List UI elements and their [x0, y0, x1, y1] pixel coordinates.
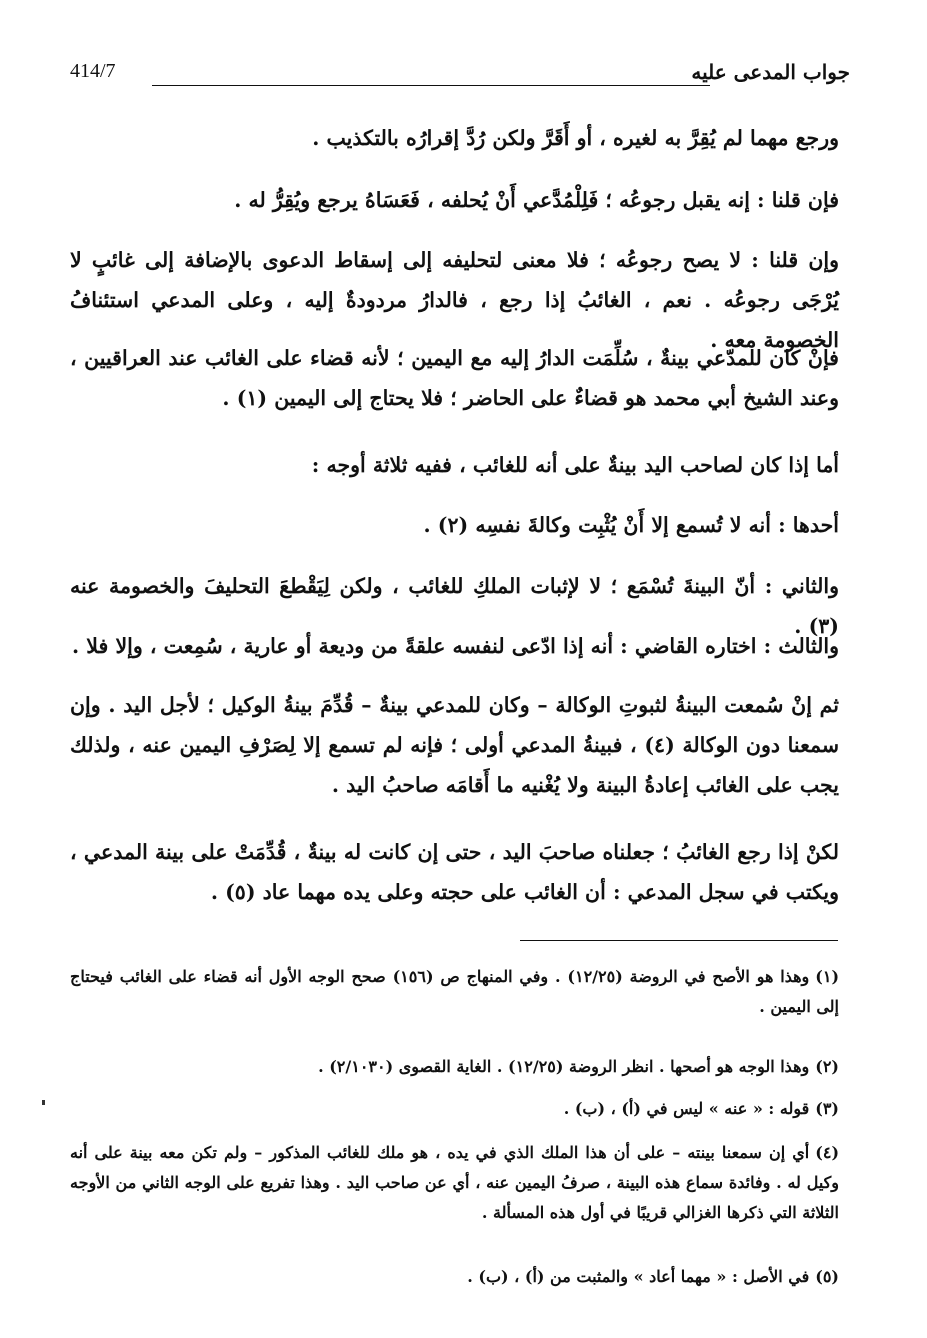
footnote-number: (٤) [815, 1143, 840, 1162]
footnote-3 [70, 1094, 839, 1124]
footnote-text: وهذا هو الأصح في الروضة (١٢/٢٥) . وفي المنهاج ص (١٥٦) صحح الوجه الأول أنه قضاء على الغائب فيحتاج إلى اليمين . [70, 967, 839, 1016]
footnote-text: قوله : « عنه » ليس في (أ) ، (ب) . [563, 1099, 810, 1118]
header-rule [152, 85, 710, 86]
paragraph-5: أما إذا كان لصاحب اليد بينةٌ على أنه للغائب ، ففيه ثلاثة أوجه : [311, 453, 839, 477]
footnote-number: (٥) [815, 1267, 839, 1286]
paragraph-1: ورجع مهما لم يُقِرَّ به لغيره ، أو أَقَرَّ ولكن رُدَّ إقرارُه بالتكذيب . [312, 126, 839, 150]
chapter-title: جواب المدعى عليه [691, 60, 850, 84]
footnote-text: في الأصل : « مهما أعاد » والمثبت من (أ) ، (ب) . [467, 1267, 810, 1286]
footnote-number: (١) [815, 967, 840, 986]
paragraph-9: ثم إنْ سُمعت البينةُ لثبوتِ الوكالة – وكان للمدعي بينةٌ – قُدِّمَ بينةُ الوكيل ؛ لأجل اليد . وإن سمعنا دون الوكالة (٤) ، فبينةُ المدعي أولى ؛ فإنه لم تسمع إلا لِصَرْفِ اليمين عنه ، ولذلك يجب على الغائب إعادةُ البينة ولا يُغْنيه ما أَقامَه صاحبُ اليد . [70, 693, 839, 797]
footnote-4 [70, 1138, 839, 1228]
footnote-number: (٣) [815, 1099, 839, 1118]
paragraph-8: والثالث : اختاره القاضي : أنه إذا ادّعى لنفسه علقةً من وديعة أو عارية ، سُمِعت ، وإلا فلا . [72, 634, 839, 658]
footnote-divider [520, 940, 838, 941]
footnote-1 [70, 962, 839, 1022]
paragraph-3: وإن قلنا : لا يصح رجوعُه ؛ فلا معنى لتحليفه إلى إسقاط الدعوى بالإضافة إلى غائبٍ لا يُرْجَى رجوعُه . نعم ، الغائبُ إذا رجع ، فالدارُ مردودةٌ إليه ، وعلى المدعي استئنافُ الخصومة معه . [70, 248, 839, 352]
paragraph-10: لكنْ إذا رجع الغائبُ ؛ جعلناه صاحبَ اليد ، حتى إن كانت له بينةٌ ، قُدِّمَتْ على بينة المدعي ، ويكتب في سجل المدعي : أن الغائب على حجته وعلى يده مهما عاد (٥) . [70, 840, 839, 904]
footnote-number: (٢) [815, 1057, 839, 1076]
paragraph-7: والثاني : أنّ البينةَ تُسْمَع ؛ لا لإثبات الملكِ للغائب ، ولكن لِيَقْطعَ التحليفَ والخصومة عنه (٣) . [70, 574, 839, 638]
scan-speck [42, 1100, 45, 1105]
footnote-text: وهذا الوجه هو أصحها . انظر الروضة (١٢/٢٥) . الغاية القصوى (٢/١٠٣٠) . [318, 1057, 810, 1076]
page-number: 414/7 [70, 60, 116, 82]
footnote-text: أي إن سمعنا بينته – على أن هذا الملك الذي في يده ، هو ملك للغائب المذكور – ولم تكن معه بينة على أنه وكيل له . وفائدة سماع هذه البينة ، صرفُ اليمين عنه ، أي عن صاحب اليد . وهذا تفريع على الوجه الثاني من الأوجه الثلاثة التي ذكرها الغزالي قريبًا في أول هذه المسألة . [70, 1143, 839, 1222]
paragraph-4: فإنْ كان للمدّعي بينةٌ ، سُلِّمَت الدارُ إليه مع اليمين ؛ لأنه قضاء على الغائب عند العراقيين ، وعند الشيخ أبي محمد هو قضاءٌ على الحاضر ؛ فلا يحتاج إلى اليمين (١) . [70, 346, 839, 410]
paragraph-2: فإن قلنا : إنه يقبل رجوعُه ؛ فَلِلْمُدَّعي أَنْ يُحلفه ، فَعَسَاهُ يرجع ويُقِرُّ له . [234, 188, 839, 212]
paragraph-6: أحدها : أنه لا تُسمع إلا أَنْ يُثْبِت وكالةَ نفسِه (٢) . [423, 513, 839, 537]
footnote-5 [70, 1262, 839, 1292]
running-header [70, 60, 850, 94]
footnote-2 [70, 1052, 839, 1082]
